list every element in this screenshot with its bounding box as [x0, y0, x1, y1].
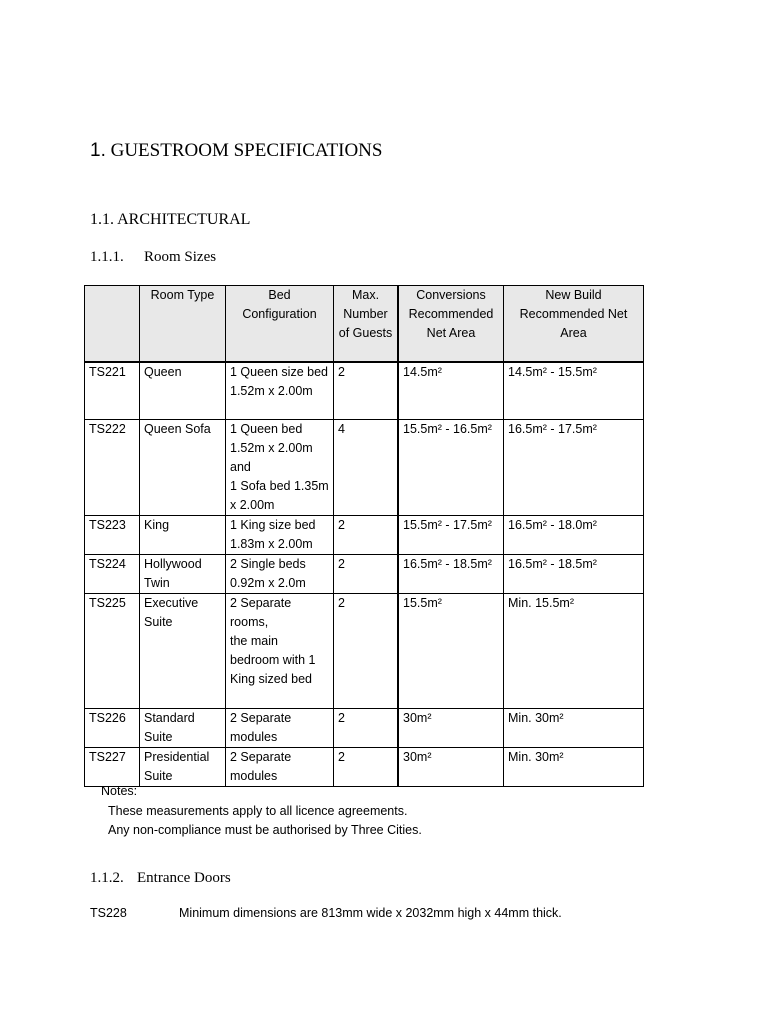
cell-room-type: Queen Sofa — [140, 419, 226, 515]
table-row — [85, 362, 644, 419]
cell-bed — [226, 747, 334, 786]
table-row — [85, 708, 644, 747]
entrance-doors-spec — [90, 906, 562, 920]
cell-guests: 4 — [334, 419, 399, 515]
cell-room-type: Standard Suite — [140, 708, 226, 747]
notes-line: These measurements apply to all licence agreements. — [108, 803, 408, 818]
cell-code: TS224 — [85, 554, 140, 593]
cell-guests: 2 — [334, 747, 399, 786]
cell-code: TS222 — [85, 419, 140, 515]
cell-conversion-area: 16.5m² - 18.5m² — [398, 554, 504, 593]
table-header-row — [85, 286, 644, 363]
entrance-doors-heading — [90, 870, 231, 887]
cell-bed — [226, 593, 334, 708]
cell-bed — [226, 554, 334, 593]
header-conversions-area: Conversions Recommended Net Area — [398, 286, 504, 363]
cell-room-type: Hollywood Twin — [140, 554, 226, 593]
cell-conversion-area: 15.5m² - 16.5m² — [398, 419, 504, 515]
cell-bed — [226, 708, 334, 747]
bed-line: 2 Separate modules — [230, 710, 292, 744]
bed-line: 2 Separate modules — [230, 749, 292, 783]
cell-guests: 2 — [334, 362, 399, 419]
cell-new-build-area: Min. 15.5m² — [504, 593, 644, 708]
cell-room-type: King — [140, 515, 226, 554]
cell-guests: 2 — [334, 708, 399, 747]
section-heading — [90, 140, 382, 162]
bed-line: 2 Separate rooms, — [230, 595, 292, 629]
entrance-doors-title: Entrance Doors — [137, 870, 231, 886]
header-new-build-area: New Build Recommended Net Area — [504, 286, 644, 363]
subsection-heading: 1.1. ARCHITECTURAL — [90, 211, 251, 228]
cell-code: TS226 — [85, 708, 140, 747]
cell-new-build-area: Min. 30m² — [504, 747, 644, 786]
cell-guests: 2 — [334, 554, 399, 593]
header-bed-configuration: Bed Configuration — [226, 286, 334, 363]
cell-bed — [226, 362, 334, 419]
table-row — [85, 593, 644, 708]
cell-conversion-area: 30m² — [398, 747, 504, 786]
cell-conversion-area: 15.5m² — [398, 593, 504, 708]
room-sizes-table — [84, 285, 644, 787]
cell-room-type: Presidential Suite — [140, 747, 226, 786]
cell-guests: 2 — [334, 515, 399, 554]
table-row — [85, 747, 644, 786]
section-number: 1. — [90, 140, 106, 161]
cell-bed — [226, 419, 334, 515]
table-row — [85, 515, 644, 554]
section-title: GUESTROOM SPECIFICATIONS — [110, 140, 383, 161]
cell-code: TS227 — [85, 747, 140, 786]
cell-new-build-area: 16.5m² - 18.5m² — [504, 554, 644, 593]
bed-line: 1 Sofa bed 1.35m x 2.00m — [230, 478, 329, 512]
notes-line: Any non-compliance must be authorised by Three Cities. — [108, 823, 422, 837]
cell-code: TS223 — [85, 515, 140, 554]
cell-guests: 2 — [334, 593, 399, 708]
bed-line: 1 Queen bed 1.52m x 2.00m and — [230, 421, 313, 474]
room-sizes-number: 1.1.1. — [90, 249, 124, 265]
spec-text: Minimum dimensions are 813mm wide x 2032mm high x 44mm thick. — [179, 906, 562, 920]
header-code — [85, 286, 140, 363]
room-sizes-heading — [90, 249, 216, 266]
cell-bed — [226, 515, 334, 554]
cell-new-build-area: 14.5m² - 15.5m² — [504, 362, 644, 419]
table-row — [85, 419, 644, 515]
bed-line: 1 Queen size bed — [230, 365, 328, 379]
cell-conversion-area: 15.5m² - 17.5m² — [398, 515, 504, 554]
bed-line: 2 Single beds 0.92m x 2.0m — [230, 556, 306, 590]
cell-conversion-area: 14.5m² — [398, 362, 504, 419]
header-room-type: Room Type — [140, 286, 226, 363]
cell-room-type: Queen — [140, 362, 226, 419]
room-sizes-title: Room Sizes — [144, 249, 217, 265]
entrance-doors-number: 1.1.2. — [90, 870, 124, 886]
spec-code: TS228 — [90, 906, 127, 920]
bed-line: 1 King size bed 1.83m x 2.00m — [230, 517, 316, 551]
bed-line: the main bedroom with 1 King sized bed — [230, 633, 316, 686]
cell-new-build-area: Min. 30m² — [504, 708, 644, 747]
header-max-guests: Max. Number of Guests — [334, 286, 399, 363]
bed-line: 1.52m x 2.00m — [230, 384, 313, 398]
cell-new-build-area: 16.5m² - 18.0m² — [504, 515, 644, 554]
cell-room-type: Executive Suite — [140, 593, 226, 708]
cell-code: TS225 — [85, 593, 140, 708]
cell-code: TS221 — [85, 362, 140, 419]
table-row — [85, 554, 644, 593]
cell-conversion-area: 30m² — [398, 708, 504, 747]
notes-label: Notes: — [101, 784, 138, 798]
cell-new-build-area: 16.5m² - 17.5m² — [504, 419, 644, 515]
table-notes — [101, 782, 422, 841]
